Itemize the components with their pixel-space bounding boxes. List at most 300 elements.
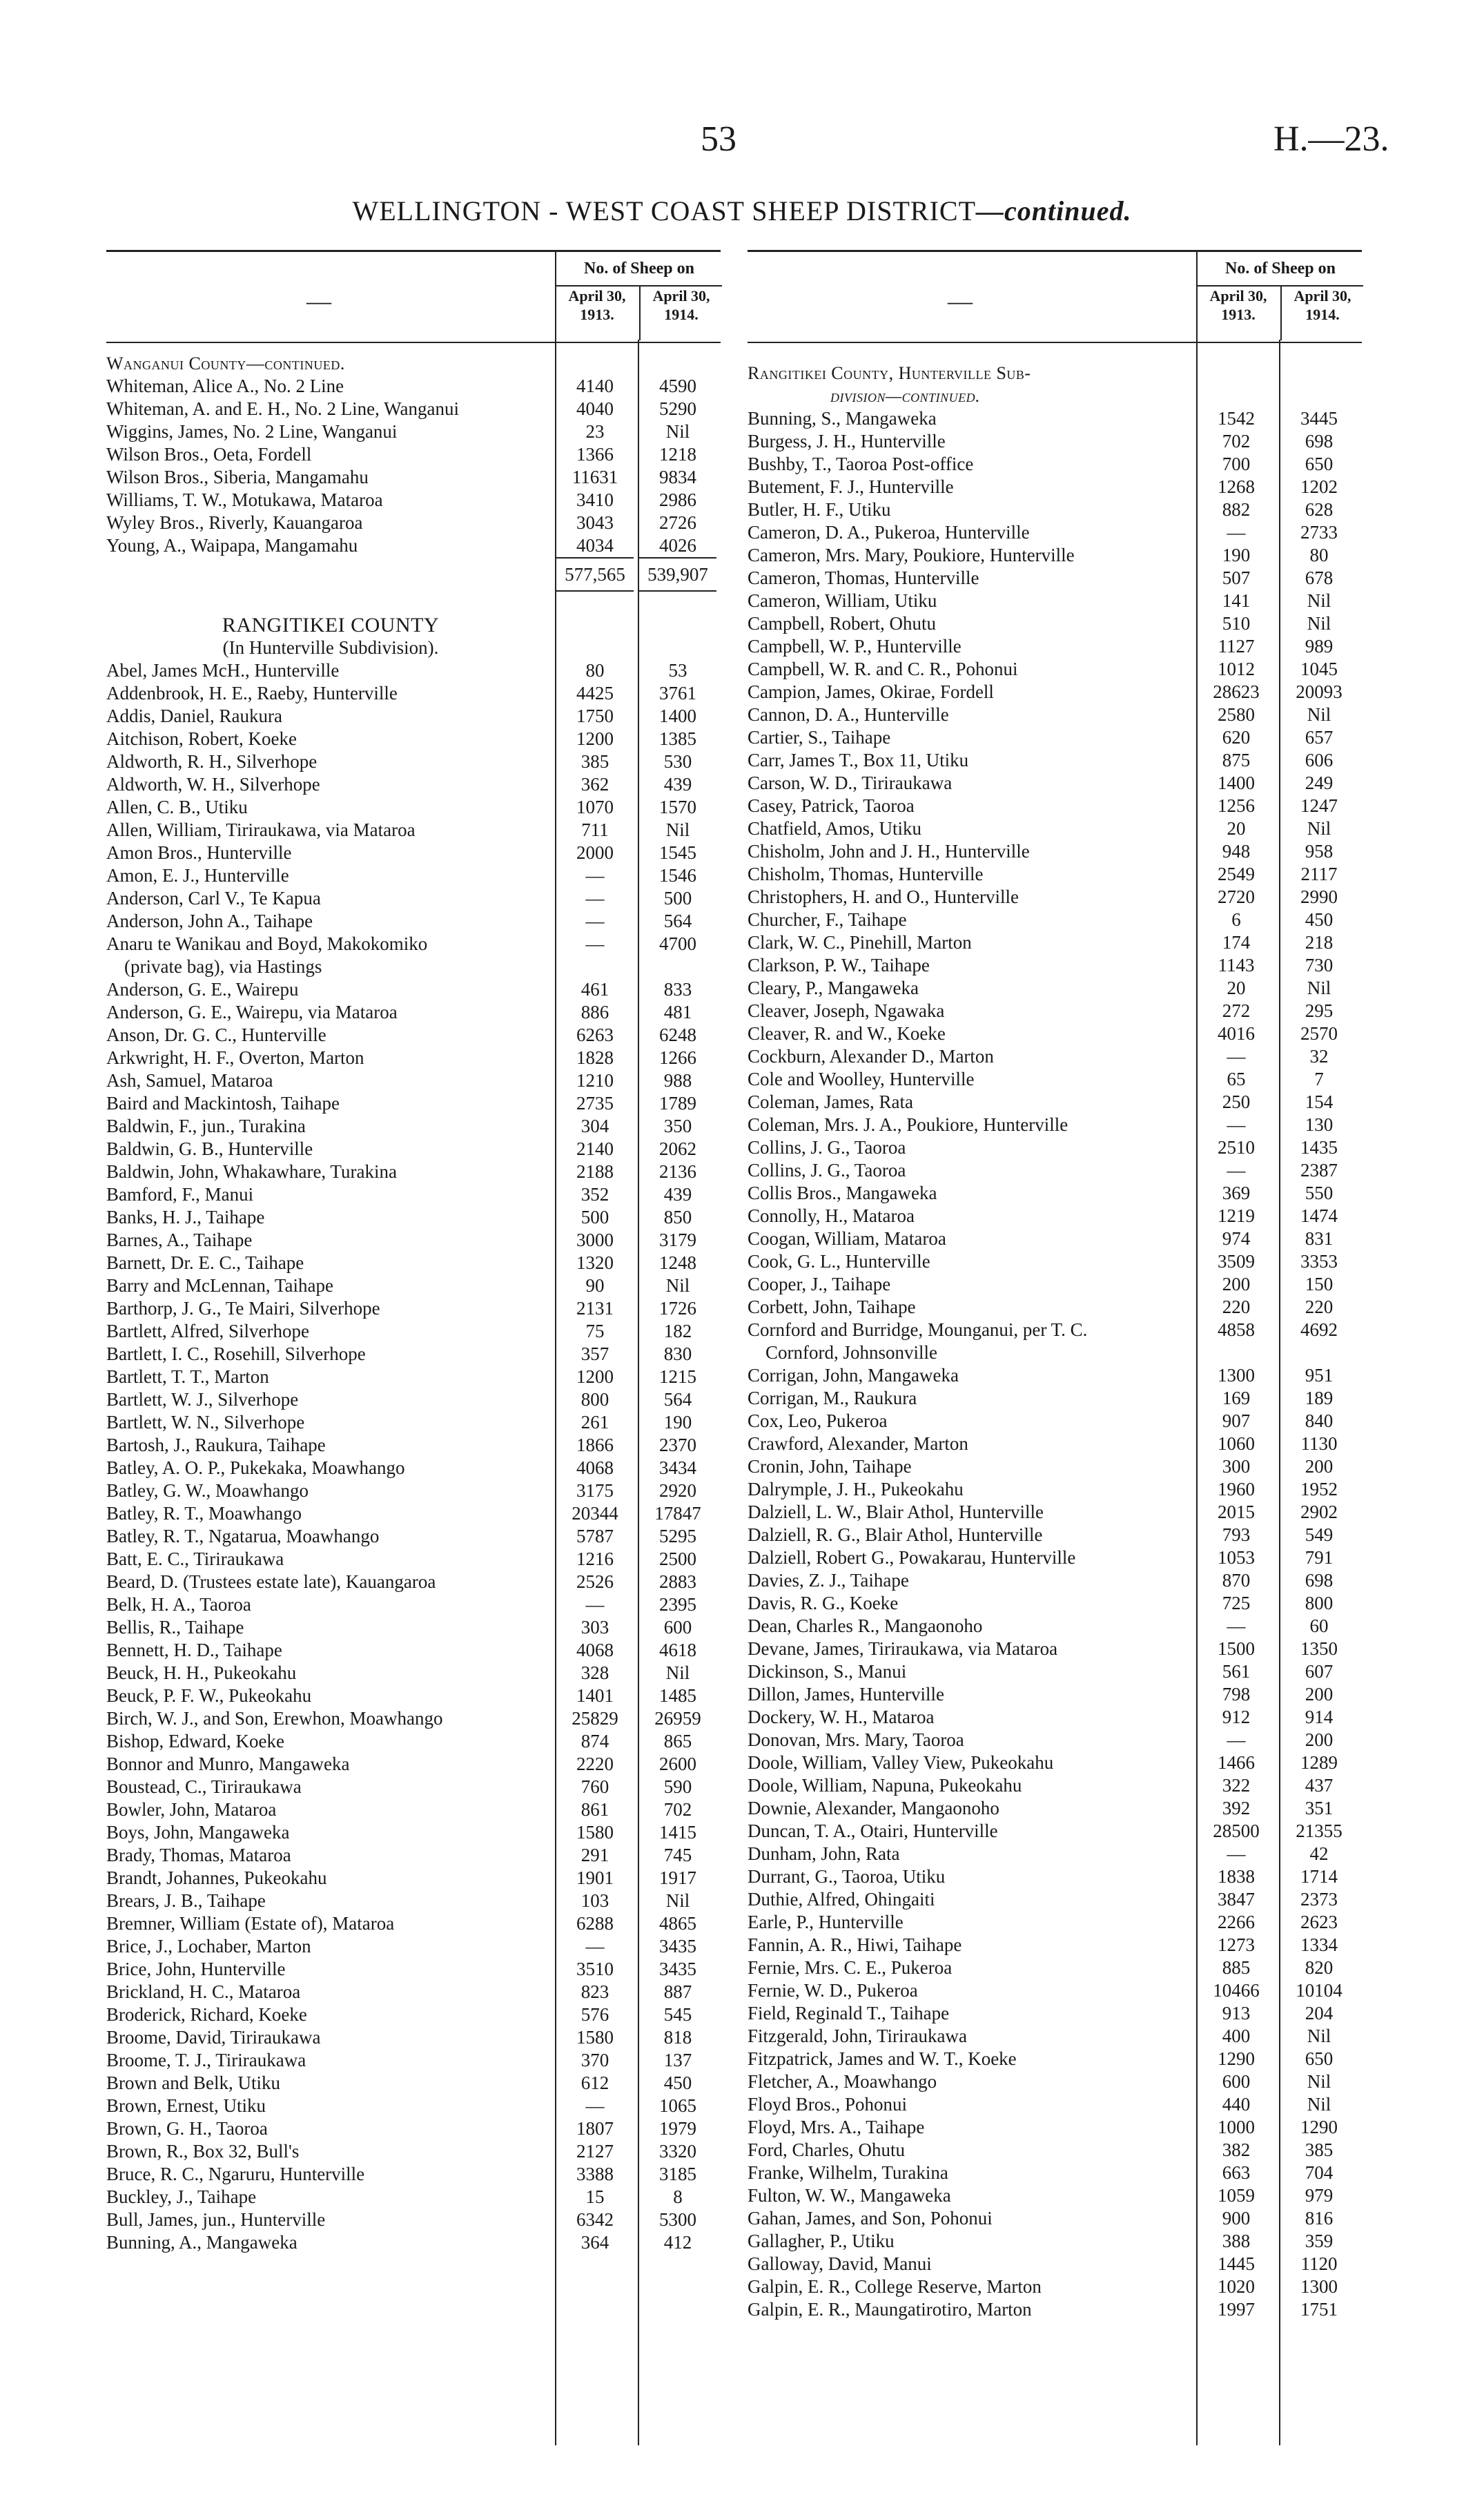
table-row [106,1593,721,1616]
table-row [748,2275,1362,2298]
owner-name: Corrigan, M., Raukura [748,1388,917,1408]
sheep-1913: 510 [1222,613,1251,634]
table-row [106,1890,721,1912]
owner-name: Davies, Z. J., Taihape [748,1570,909,1591]
table-row [106,1320,721,1343]
sheep-1913: 1216 [576,1549,614,1569]
sheep-1913: 20 [1227,818,1246,839]
sheep-1913: 1866 [576,1435,614,1455]
owner-name: Allen, William, Tiriraukawa, via Mataroa [106,819,416,840]
table-row [748,498,1362,521]
owner-name: Anderson, John A., Taihape [106,911,313,931]
sheep-1913: 1210 [576,1070,614,1091]
owner-name: Addis, Daniel, Raukura [106,706,282,726]
sheep-1914: 1570 [659,797,696,817]
sheep-1914: 32 [1309,1046,1329,1067]
table-row [748,1227,1362,1250]
table-header-right [748,250,1362,343]
owner-name: Ford, Charles, Ohutu [748,2139,905,2160]
page-title-cont: —continued. [976,195,1132,226]
sheep-1913: — [585,911,605,931]
col-1913-header: April 30, 1913. [568,287,626,323]
total-row [106,557,721,589]
sheep-1913: 304 [580,1116,609,1136]
table-row [748,521,1362,544]
owner-name: Batt, E. C., Tiriraukawa [106,1549,284,1569]
table-row [106,2186,721,2208]
sheep-1914: 2986 [659,489,696,510]
sheep-1913: 1059 [1218,2185,1255,2206]
sheep-1913: 974 [1222,1228,1251,1249]
sheep-1913: 382 [1222,2139,1251,2160]
table-row [748,2207,1362,2230]
sheep-1914: 2395 [659,1594,696,1615]
table-row [106,2049,721,2072]
table-row [106,705,721,728]
sheep-1914: 2623 [1300,1912,1338,1932]
sheep-1914: Nil [665,1662,690,1683]
owner-name: Cornford and Burridge, Mounganui, per T. C. [748,1319,1088,1340]
table-row [106,489,721,512]
owner-name: Fitzpatrick, James and W. T., Koeke [748,2048,1017,2069]
sheep-1914: 564 [663,1389,692,1410]
owner-name: Addenbrook, H. E., Raeby, Hunterville [106,683,398,703]
table-row [748,1546,1362,1569]
sheep-1913: 1997 [1218,2299,1255,2320]
sheep-1913: 3175 [576,1480,614,1501]
sheep-1914: 1300 [1300,2276,1338,2297]
sheep-1914: 1400 [659,706,696,726]
table-row [106,1707,721,1730]
owner-name: Durrant, G., Taoroa, Utiku [748,1866,946,1887]
owner-name: Carson, W. D., Tiriraukawa [748,773,953,793]
sheep-1913: 357 [580,1343,609,1364]
sheep-1914: 830 [663,1343,692,1364]
sheep-1913: 388 [1222,2231,1251,2251]
sheep-1914: 189 [1305,1388,1334,1408]
owner-name: Whiteman, Alice A., No. 2 Line [106,376,344,396]
owner-name: Dunham, John, Rata [748,1843,900,1864]
sheep-1913: 4068 [576,1457,614,1478]
owner-name: Floyd, Mrs. A., Taihape [748,2117,925,2137]
owner-name: Bunning, S., Mangaweka [748,408,937,429]
sheep-1913: 3043 [576,512,614,533]
owner-name: Cox, Leo, Pukeroa [748,1410,888,1431]
owner-name: Earle, P., Hunterville [748,1912,904,1932]
sheep-1913: 663 [1222,2162,1251,2183]
table-row [748,1045,1362,1068]
owner-name: Buckley, J., Taihape [106,2186,257,2207]
sheep-1913: 2220 [576,1754,614,1774]
sheep-1914: 200 [1305,1729,1334,1750]
table-row [748,1501,1362,1524]
sheep-1913: — [1227,1114,1246,1135]
table-row [748,863,1362,886]
table-row [106,1092,721,1115]
sheep-1913: 10466 [1213,1980,1260,2001]
sheep-1913: 912 [1222,1707,1251,1727]
table-row [106,1115,721,1138]
table-row [748,954,1362,977]
owner-name: Duncan, T. A., Otairi, Hunterville [748,1821,998,1841]
owner-name: Field, Reginald T., Taihape [748,2003,950,2023]
sheep-1913: 1273 [1218,1934,1255,1955]
sheep-1914: 1130 [1300,1433,1338,1454]
table-row [106,1047,721,1069]
owner-name: Dillon, James, Hunterville [748,1684,944,1705]
owner-name: Collins, J. G., Taoroa [748,1137,906,1158]
owner-name: Anderson, G. E., Wairepu [106,979,299,1000]
sheep-1913: 15 [585,2186,605,2207]
sheep-1914: Nil [665,421,690,442]
table-row [748,1843,1362,1865]
table-row [106,864,721,887]
sheep-1913: — [585,1594,605,1615]
table-row [106,2117,721,2140]
owner-name: Aitchison, Robert, Koeke [106,728,297,749]
owner-name: Doole, William, Valley View, Pukeokahu [748,1752,1054,1773]
sheep-1914: 2062 [659,1138,696,1159]
sheep-1913: 1750 [576,706,614,726]
sheep-1914: 3320 [659,2141,696,2162]
table-row [106,2026,721,2049]
table-row [106,1161,721,1183]
table-row [748,931,1362,954]
table-row [748,1615,1362,1638]
owner-name: Bull, James, jun., Hunterville [106,2209,326,2230]
owner-name: Bremner, William (Estate of), Mataroa [106,1913,395,1934]
table-row [748,1979,1362,2002]
sheep-1914: 7 [1314,1069,1324,1089]
owner-name: Cook, G. L., Hunterville [748,1251,930,1272]
table-row [106,1274,721,1297]
owner-name: Barry and McLennan, Taihape [106,1275,333,1296]
sheep-1914: 53 [668,660,687,681]
sheep-1914: 4865 [659,1913,696,1934]
sheep-1913: 861 [580,1799,609,1820]
table-row [106,659,721,682]
owner-name: Butement, F. J., Hunterville [748,476,954,497]
sheep-1913: 800 [580,1389,609,1410]
table-row [106,2163,721,2186]
sheep-1913: 3847 [1218,1889,1255,1910]
sheep-1914: 481 [663,1002,692,1022]
table-row [106,910,721,933]
owner-name: Brown, G. H., Taoroa [106,2118,268,2139]
owner-name: Dean, Charles R., Mangaonoho [748,1615,983,1636]
sheep-1914: 42 [1309,1843,1329,1864]
table-row [748,1751,1362,1774]
page-title [0,195,1484,227]
table-row [748,2230,1362,2253]
table-row [106,1183,721,1206]
table-row [106,796,721,819]
sheep-1913: 23 [585,421,605,442]
sheep-1914: 698 [1305,1570,1334,1591]
sheep-1914: 137 [663,2050,692,2070]
sheep-1914: 350 [663,1116,692,1136]
owner-name: Beuck, P. F. W., Pukeokahu [106,1685,312,1706]
owner-name: Brice, John, Hunterville [106,1959,286,1979]
section-heading: Rangitikei County, Hunterville Sub- [748,363,1031,383]
sheep-1914: 1952 [1300,1479,1338,1499]
owner-name: Chisholm, Thomas, Hunterville [748,864,984,884]
sheep-1913: 291 [580,1845,609,1865]
table-row [106,1502,721,1525]
table-row [106,773,721,796]
table-row [748,1364,1362,1387]
table-row [106,1981,721,2003]
table-row [748,1341,1362,1364]
sheep-1914: 351 [1305,1798,1334,1818]
owner-name: Clark, W. C., Pinehill, Marton [748,932,972,953]
owner-name: Wilson Bros., Oeta, Fordell [106,444,312,465]
table-row [106,842,721,864]
table-row [748,1296,1362,1319]
table-row [748,1638,1362,1660]
section-heading-cont: division—continued. [830,386,981,406]
sheep-1914: Nil [665,1890,690,1911]
sheep-1914: 450 [1305,909,1334,930]
table-row [106,1457,721,1479]
owner-name: Fannin, A. R., Hiwi, Taihape [748,1934,962,1955]
sheep-1914: 439 [663,774,692,795]
owner-name: Brown, Ernest, Utiku [106,2095,266,2116]
table-row [748,2093,1362,2116]
table-row [106,2140,721,2163]
table-row [748,544,1362,567]
owner-name: Wilson Bros., Siberia, Mangamahu [106,467,369,487]
owner-name: Amon, E. J., Hunterville [106,865,289,886]
owner-name: Young, A., Waipapa, Mangamahu [106,535,358,556]
table-row [748,1000,1362,1022]
table-row [106,375,721,398]
name-column-header: — [948,287,973,315]
table-row [748,1433,1362,1455]
table-row [748,1524,1362,1546]
sheep-1913: — [1227,1160,1246,1181]
owner-name: Cartier, S., Taihape [748,727,891,748]
table-row [106,978,721,1001]
owner-name: Batley, G. W., Moawhango [106,1480,309,1501]
sheep-1913: 2127 [576,2141,614,2162]
sheep-1913: 1268 [1218,476,1255,497]
owner-name: Bennett, H. D., Taihape [106,1640,282,1660]
owner-name: Fernie, W. D., Pukeroa [748,1980,918,2001]
sheep-1913: 1000 [1218,2117,1255,2137]
sheep-1913: 6342 [576,2209,614,2230]
sheep-1913: 1580 [576,2027,614,2048]
sheep-1914: 698 [1305,431,1334,452]
sheep-1913: 561 [1222,1661,1251,1682]
sheep-1914: 704 [1305,2162,1334,2183]
owner-name: Cameron, Thomas, Hunterville [748,567,979,588]
sheep-1914: 60 [1309,1615,1329,1636]
sheep-1913: 1500 [1218,1638,1255,1659]
sheep-1914: 4618 [659,1640,696,1660]
sheep-1913: 1901 [576,1867,614,1888]
table-row [106,1730,721,1753]
sheep-1913: 141 [1222,590,1251,611]
owner-name: Galpin, E. R., Maungatirotiro, Marton [748,2299,1032,2320]
sheep-1913: 362 [580,774,609,795]
sheep-1913: 272 [1222,1000,1251,1021]
sheep-1913: 900 [1222,2208,1251,2229]
owner-name: Cameron, Mrs. Mary, Poukiore, Hunterville [748,545,1075,565]
sheep-1913: 5787 [576,1526,614,1546]
owner-name: Wyley Bros., Riverly, Kauangaroa [106,512,363,533]
table-row [106,2208,721,2231]
owner-name: Brandt, Johannes, Pukeokahu [106,1867,327,1888]
table-row [748,1957,1362,1979]
sheep-1913: 1401 [576,1685,614,1706]
owner-name: Birch, W. J., and Son, Erewhon, Moawhango [106,1708,443,1729]
sheep-1913: 1053 [1218,1547,1255,1568]
table-row [748,658,1362,681]
sheep-1913: 4425 [576,683,614,703]
sheep-1913: 870 [1222,1570,1251,1591]
sheep-1913: 322 [1222,1775,1251,1796]
sheep-1914: 4692 [1300,1319,1338,1340]
table-row [748,977,1362,1000]
sheep-1913: 2580 [1218,704,1255,725]
table-row [106,2095,721,2117]
sheep-1914: 2570 [1300,1023,1338,1044]
sheep-1913: 300 [1222,1456,1251,1477]
table-row [748,2070,1362,2093]
sheep-1913: 620 [1222,727,1251,748]
table-row [106,1958,721,1981]
table-row [106,750,721,773]
sheep-1913: 1290 [1218,2048,1255,2069]
sheep-1913: 500 [580,1207,609,1227]
owner-name: Dalziell, Robert G., Powakarau, Hunterville [748,1547,1076,1568]
owner-name: Fitzgerald, John, Tiriraukawa [748,2026,967,2046]
sheep-1913: 2510 [1218,1137,1255,1158]
sheep-1914: 650 [1305,2048,1334,2069]
owner-name: Bartlett, W. J., Silverhope [106,1389,299,1410]
owner-name: Collis Bros., Mangaweka [748,1183,937,1203]
sheep-1914: 2990 [1300,886,1338,907]
table-row [748,1569,1362,1592]
sheep-1914: 564 [663,911,692,931]
table-row [106,2072,721,2095]
sheep-1913: 440 [1222,2094,1251,2115]
table-row [748,681,1362,703]
table-row [748,1934,1362,1957]
sheep-1913: — [585,933,605,954]
table-row [748,1022,1362,1045]
owner-name: Campion, James, Okirae, Fordell [748,681,994,702]
owner-name: (private bag), via Hastings [124,956,322,977]
owner-name: Broome, T. J., Tiriraukawa [106,2050,306,2070]
sheep-1913: 261 [580,1412,609,1433]
sheep-1913: 2188 [576,1161,614,1182]
owner-name: Burgess, J. H., Hunterville [748,431,946,452]
name-column-header: — [306,287,331,315]
sheep-1914: 958 [1305,841,1334,862]
sheep-1914: 437 [1305,1775,1334,1796]
sheep-1914: 833 [663,979,692,1000]
sheep-1914: 1065 [659,2095,696,2116]
sheep-1914: 1290 [1300,2117,1338,2137]
sheep-1914: 1917 [659,1867,696,1888]
sheep-1914: 2373 [1300,1889,1338,1910]
sheep-1913: 875 [1222,750,1251,770]
sheep-1914: 359 [1305,2231,1334,2251]
owner-name: Banks, H. J., Taihape [106,1207,265,1227]
sheep-1914: 2117 [1300,864,1338,884]
table-row [106,1206,721,1229]
sheep-1913: 1300 [1218,1365,1255,1386]
table-row [106,1024,721,1047]
owner-name: Bellis, R., Taihape [106,1617,244,1638]
sheep-1913: 1143 [1218,955,1255,975]
sheep-1913: 174 [1222,932,1251,953]
owner-name: Campbell, W. R. and C. R., Pohonui [748,659,1018,679]
table-row [748,567,1362,590]
sheep-1914: 3435 [659,1936,696,1957]
sheep-1913: 948 [1222,841,1251,862]
table-row [748,2184,1362,2207]
owner-name: Campbell, W. P., Hunterville [748,636,961,657]
sheep-1914: 8 [673,2186,683,2207]
owner-name: Franke, Wilhelm, Turakina [748,2162,948,2183]
sheep-1913: 3510 [576,1959,614,1979]
owner-name: Cameron, D. A., Pukeroa, Hunterville [748,522,1030,543]
table-row [106,1525,721,1548]
owner-name: Amon Bros., Hunterville [106,842,292,863]
owner-name: Crawford, Alexander, Marton [748,1433,968,1454]
owner-name: Belk, H. A., Taoroa [106,1594,251,1615]
sheep-1914: 1350 [1300,1638,1338,1659]
right-block [748,407,1362,2321]
sheep-1914: 887 [663,1981,692,2002]
sheep-1913: 2526 [576,1571,614,1592]
sheep-1914: 989 [1305,636,1334,657]
right-column [748,250,1362,2445]
sheep-1914: 820 [1305,1957,1334,1978]
sheep-1913: 369 [1222,1183,1251,1203]
right-rows [748,362,1362,2321]
sheep-1913: 4140 [576,376,614,396]
owner-name: Baldwin, G. B., Hunterville [106,1138,313,1159]
table-row [748,1774,1362,1797]
sheep-1913: 1445 [1218,2253,1255,2274]
sheep-1914: 1726 [659,1298,696,1319]
sheep-1914: 182 [663,1321,692,1341]
sheep-1913: 3388 [576,2164,614,2184]
sheep-1913: — [585,888,605,909]
sheep-1914: 1334 [1300,1934,1338,1955]
sheep-1914: 1120 [1300,2253,1338,2274]
table-row [748,886,1362,909]
table-row [106,933,721,955]
sheep-1913: 2015 [1218,1502,1255,1522]
sheep-1913: 6288 [576,1913,614,1934]
sheep-1914: 600 [663,1617,692,1638]
table-row [748,1410,1362,1433]
sheep-1914: 3761 [659,683,696,703]
table-row [748,1865,1362,1888]
sheep-1913: — [1227,1615,1246,1636]
sheep-1913: 2735 [576,1093,614,1114]
sheep-1914: 549 [1305,1524,1334,1545]
table-row [106,1479,721,1502]
left-block-1 [106,375,721,557]
sheep-1914: 6248 [659,1025,696,1045]
sheep-1914: 1385 [659,728,696,749]
